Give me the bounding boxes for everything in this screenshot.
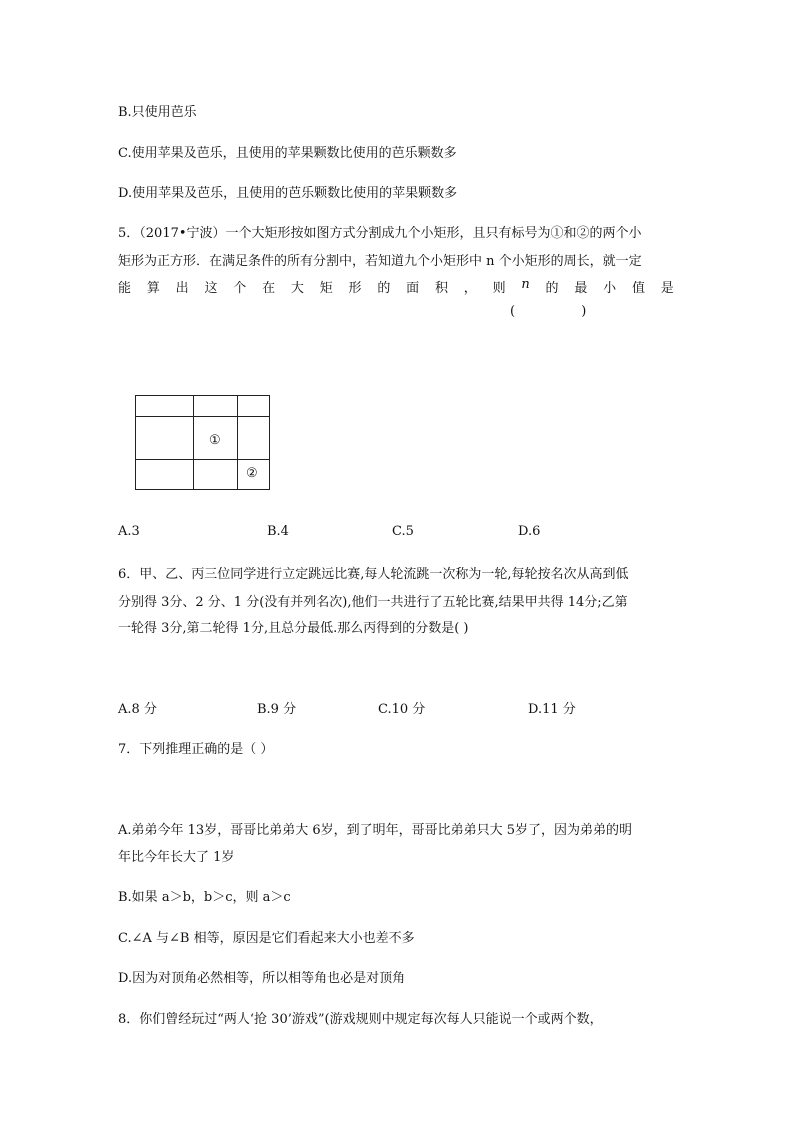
q4-option-b: B.只使用芭乐 bbox=[118, 105, 197, 120]
q5-word: 则 bbox=[492, 281, 506, 296]
grid-line-v2 bbox=[237, 396, 238, 489]
grid-line-h2 bbox=[136, 459, 269, 460]
q6-stem-line-1: 6．甲、乙、丙三位同学进行立定跳远比赛,每人轮流跳一次称为一轮,每轮按名次从高到低 bbox=[118, 567, 629, 582]
q5-word: 这 bbox=[204, 281, 218, 296]
q8-stem-line-1: 8．你们曾经玩过“两人‘抢 30’游戏”(游戏规则中规定每次每人只能说一个或两个数， bbox=[118, 1012, 603, 1027]
q5-stem-line-2: 矩形为正方形．在满足条件的所有分割中，若知道九个小矩形中 n 个小矩形的周长，就一定 bbox=[118, 254, 642, 269]
q4-option-c: C.使用苹果及芭乐，且使用的苹果颗数比使用的芭乐颗数多 bbox=[118, 146, 457, 161]
q7-option-d: D.因为对顶角必然相等，所以相等角也必是对顶角 bbox=[118, 971, 406, 986]
q5-option-d: D.6 bbox=[518, 524, 541, 539]
q5-word: 值 bbox=[631, 281, 645, 296]
q5-word: 个 bbox=[233, 281, 247, 296]
q5-word: 能 bbox=[118, 281, 132, 296]
q5-word: 最 bbox=[574, 281, 588, 296]
q6-option-c: C.10 分 bbox=[378, 702, 426, 717]
q5-option-c: C.5 bbox=[392, 524, 414, 539]
q7-option-b: B.如果 a＞b，b＞c，则 a＞c bbox=[118, 890, 291, 905]
q5-rectangle-figure bbox=[135, 395, 270, 490]
q7-option-c: C.∠A 与∠B 相等，原因是它们看起来大小也差不多 bbox=[118, 931, 415, 946]
q5-option-a: A.3 bbox=[118, 524, 140, 539]
q5-word: 的 bbox=[545, 281, 559, 296]
q5-word: 的 bbox=[377, 281, 391, 296]
q5-word: ， bbox=[463, 281, 477, 296]
q5-word: 是 bbox=[660, 281, 674, 296]
square-label-2: ② bbox=[246, 466, 258, 481]
q6-option-d: D.11 分 bbox=[528, 702, 576, 717]
q5-word: 面 bbox=[406, 281, 420, 296]
q5-word: n bbox=[521, 277, 530, 292]
q5-word: 小 bbox=[603, 281, 617, 296]
q5-word: 积 bbox=[434, 281, 448, 296]
q4-option-d: D.使用苹果及芭乐，且使用的芭乐颗数比使用的苹果颗数多 bbox=[118, 186, 458, 201]
q5-stem-line-1: 5．（2017•宁波）一个大矩形按如图方式分割成九个小矩形，且只有标号为①和②的两个小 bbox=[118, 226, 642, 241]
q6-option-a: A.8 分 bbox=[118, 702, 157, 717]
q7-stem: 7．下列推理正确的是（ ） bbox=[118, 742, 274, 757]
q7-option-a-line-2: 年比今年长大了 1岁 bbox=[118, 850, 235, 865]
square-label-1: ① bbox=[209, 433, 221, 448]
q5-stem-line-3 bbox=[118, 277, 674, 296]
q5-option-b: B.4 bbox=[267, 524, 289, 539]
q5-word: 在 bbox=[262, 281, 276, 296]
q5-word: 算 bbox=[146, 281, 160, 296]
q5-word: 矩 bbox=[319, 281, 333, 296]
q6-stem-line-3: 一轮得 3分,第二轮得 1分,且总分最低.那么丙得到的分数是( ) bbox=[118, 621, 469, 636]
grid-line-h1 bbox=[136, 416, 269, 417]
q6-option-b: B.9 分 bbox=[257, 702, 297, 717]
q5-answer-blank: ( ) bbox=[510, 304, 587, 319]
q7-option-a-line-1: A.弟弟今年 13岁，哥哥比弟弟大 6岁，到了明年，哥哥比弟弟只大 5岁了，因为弟弟的明 bbox=[118, 823, 633, 838]
grid-line-v1 bbox=[193, 396, 194, 489]
q5-word: 形 bbox=[348, 281, 362, 296]
q5-word: 出 bbox=[175, 281, 189, 296]
q5-word: 大 bbox=[290, 281, 304, 296]
q6-stem-line-2: 分别得 3分、2 分、1 分(没有并列名次),他们一共进行了五轮比赛,结果甲共得 14分;乙第 bbox=[118, 595, 628, 610]
